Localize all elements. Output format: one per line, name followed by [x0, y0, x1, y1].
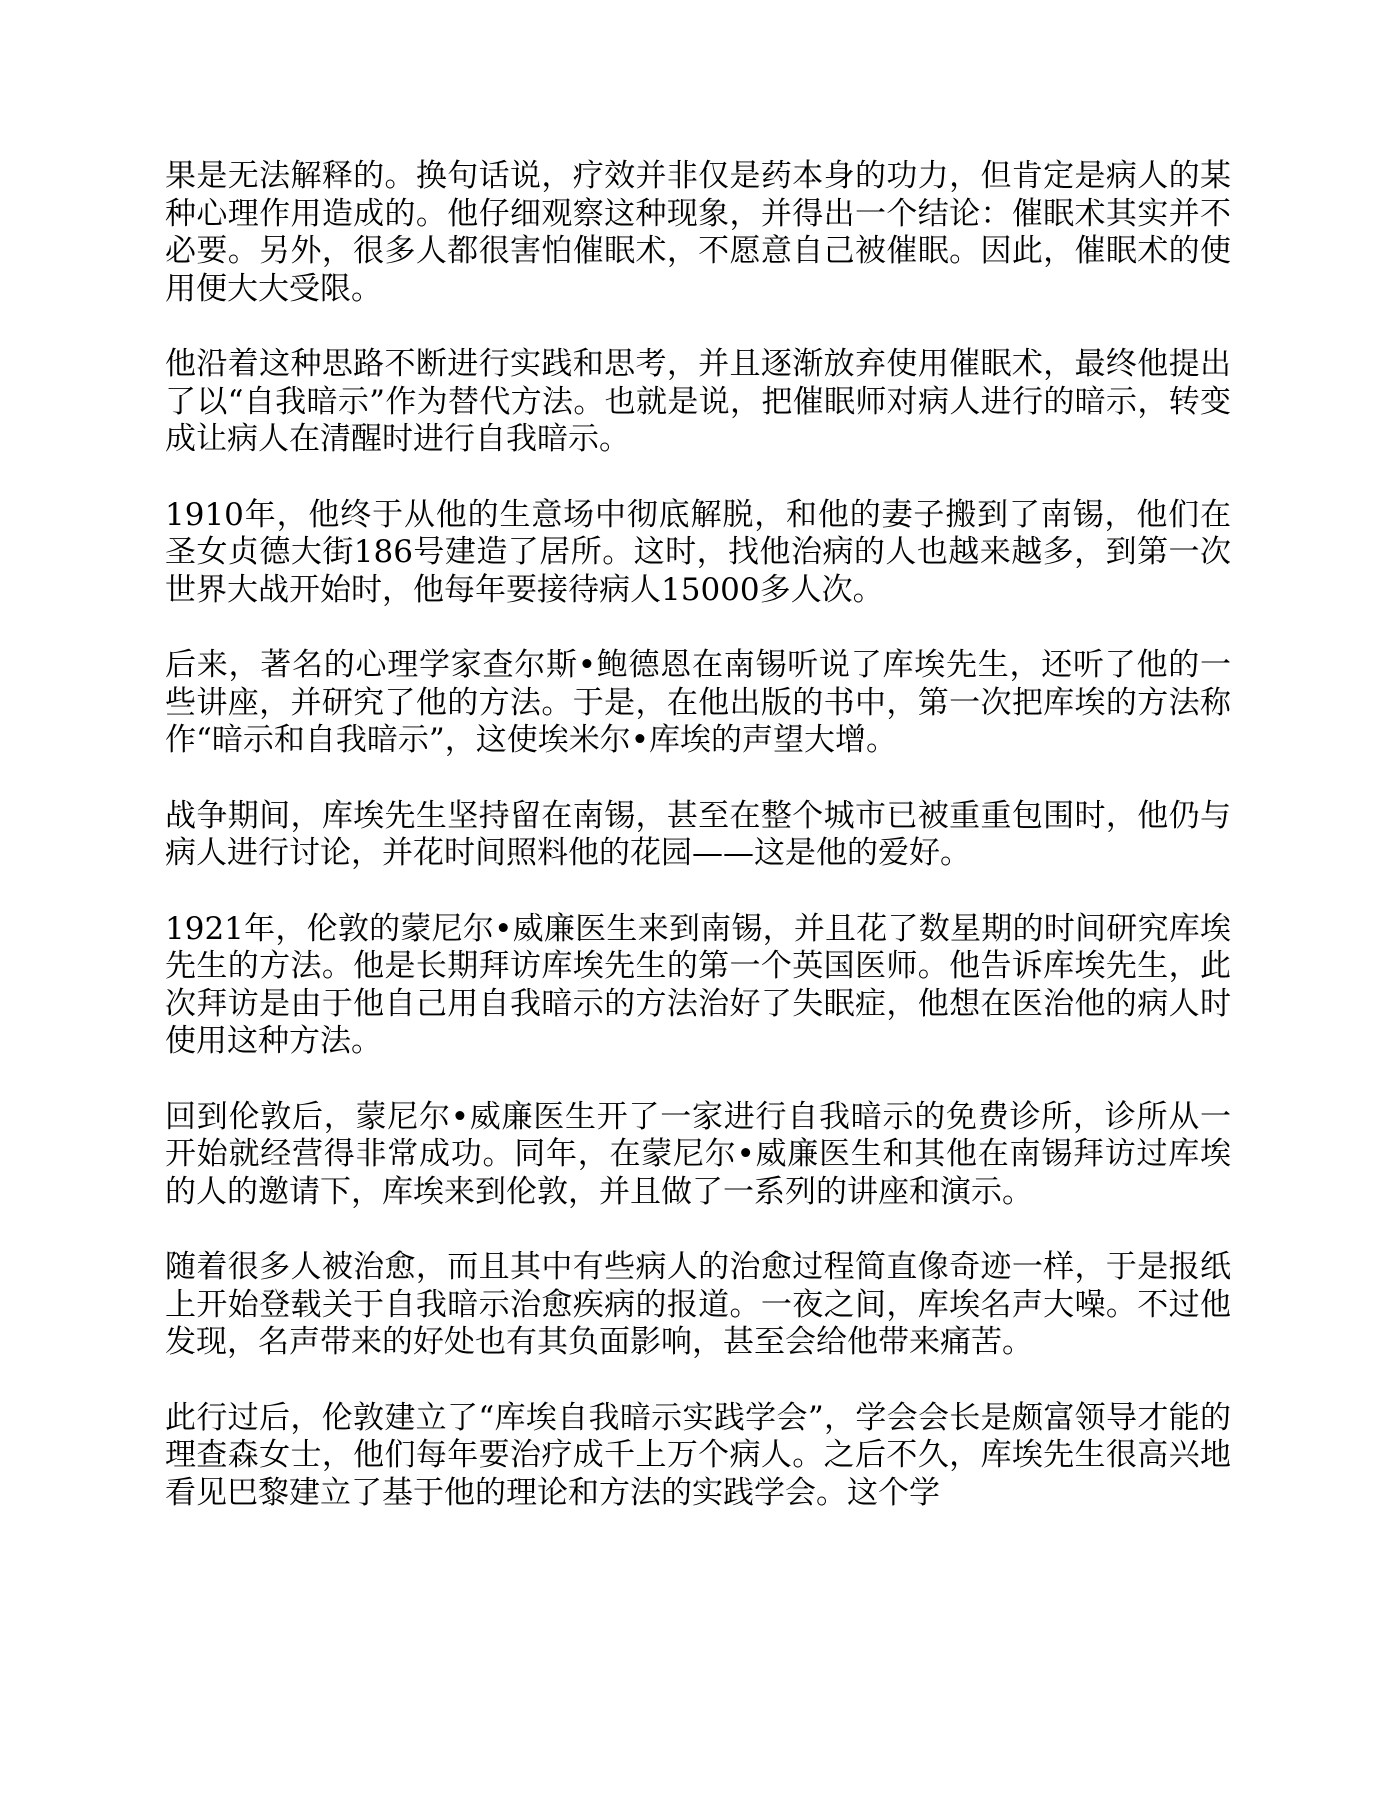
paragraph-3: 1910年，他终于从他的生意场中彻底解脱，和他的妻子搬到了南锡，他们在圣女贞德大街186号建造了居所。这时，找他治病的人也越来越多，到第一次世界大战开始时，他每年要接待病人15000多人次。	[165, 496, 1231, 608]
paragraph-1: 果是无法解释的。换句话说，疗效并非仅是药本身的功力，但肯定是病人的某种心理作用造成的。他仔细观察这种现象，并得出一个结论：催眠术其实并不必要。另外，很多人都很害怕催眠术，不愿意自己被催眠。因此，催眠术的使用便大大受限。	[165, 158, 1231, 307]
paragraph-7: 回到伦敦后，蒙尼尔•威廉医生开了一家进行自我暗示的免费诊所，诊所从一开始就经营得非常成功。同年，在蒙尼尔•威廉医生和其他在南锡拜访过库埃的人的邀请下，库埃来到伦敦，并且做了一系列的讲座和演示。	[165, 1098, 1231, 1210]
paragraph-6: 1921年，伦敦的蒙尼尔•威廉医生来到南锡，并且花了数星期的时间研究库埃先生的方法。他是长期拜访库埃先生的第一个英国医师。他告诉库埃先生，此次拜访是由于他自己用自我暗示的方法治好了失眠症，他想在医治他的病人时使用这种方法。	[165, 910, 1231, 1059]
paragraph-2: 他沿着这种思路不断进行实践和思考，并且逐渐放弃使用催眠术，最终他提出了以“自我暗示”作为替代方法。也就是说，把催眠师对病人进行的暗示，转变成让病人在清醒时进行自我暗示。	[165, 346, 1231, 457]
paragraph-4: 后来，著名的心理学家查尔斯•鲍德恩在南锡听说了库埃先生，还听了他的一些讲座，并研究了他的方法。于是，在他出版的书中，第一次把库埃的方法称作“暗示和自我暗示”，这使埃米尔•库埃的声望大增。	[165, 647, 1231, 758]
document-page	[165, 158, 1231, 1550]
paragraph-8: 随着很多人被治愈，而且其中有些病人的治愈过程简直像奇迹一样，于是报纸上开始登载关于自我暗示治愈疾病的报道。一夜之间，库埃名声大噪。不过他发现，名声带来的好处也有其负面影响，甚至会给他带来痛苦。	[165, 1249, 1231, 1360]
paragraph-9: 此行过后，伦敦建立了“库埃自我暗示实践学会”，学会会长是颇富领导才能的理查森女士，他们每年要治疗成千上万个病人。之后不久，库埃先生很高兴地看见巴黎建立了基于他的理论和方法的实践学会。这个学	[165, 1399, 1231, 1511]
paragraph-5: 战争期间，库埃先生坚持留在南锡，甚至在整个城市已被重重包围时，他仍与病人进行讨论，并花时间照料他的花园——这是他的爱好。	[165, 797, 1231, 871]
